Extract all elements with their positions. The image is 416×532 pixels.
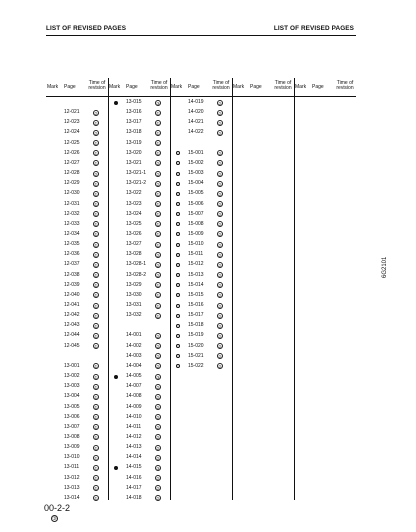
page-code: 13-002 [64,373,80,380]
page-code: 13-013 [64,484,80,491]
revision-number: ① [94,425,98,431]
revision-number: ② [218,364,222,370]
page-code: 12-043 [64,322,80,329]
page-code: 13-019 [126,139,142,146]
revision-number: ① [94,283,98,289]
revision-mark-filled-icon [114,101,118,105]
page-code: 14-001 [126,332,142,339]
revision-number: ① [156,141,160,147]
page-code: 13-011 [64,464,80,471]
page-code: 15-007 [188,210,204,217]
revision-number: ② [218,262,222,268]
page-code: 12-045 [64,342,80,349]
revision-mark-open-icon [176,202,180,206]
revision-number: ② [218,202,222,207]
revision-number: ① [94,415,98,421]
revision-number: ② [156,171,160,177]
revision-number: ① [94,333,98,339]
page-code: 15-003 [188,170,204,177]
column-header-mark: Mark [233,84,245,90]
page-code: 13-018 [126,129,142,136]
page-code: 15-017 [188,312,204,319]
revision-number: ② [218,212,222,218]
revision-mark-open-icon [176,304,180,308]
page-code: 14-007 [126,383,142,390]
revision-number: ② [156,333,160,339]
page-code: 12-025 [64,139,80,146]
column-header-time-of-revision: Time of revision [336,80,354,91]
page-code: 13-015 [126,99,142,105]
revision-mark-open-icon [176,283,180,287]
column-header-row [46,78,356,97]
page-code: 12-044 [64,332,80,339]
column-header-mark: Mark [109,84,121,90]
page-code: 14-004 [126,362,142,369]
revision-mark-open-icon [176,212,180,216]
column-divider [108,78,109,500]
page-code: 12-030 [64,190,80,197]
revision-number: ② [218,242,222,248]
page-code: 12-023 [64,119,80,126]
page-code: 14-018 [126,494,142,501]
revision-number: ② [156,486,160,492]
revision-number: ① [94,252,98,258]
page-code: 13-014 [64,494,80,501]
revision-number: ① [94,202,98,207]
revision-number: ① [156,293,160,299]
revision-number: ② [218,323,222,329]
page-code: 13-028 [126,251,142,258]
revision-number: ② [218,273,222,279]
revision-number: ② [94,110,98,116]
page-code: 13-010 [64,454,80,461]
page-code: 14-017 [126,484,142,491]
page-code: 13-027 [126,241,142,248]
revision-number: ① [94,222,98,228]
revision-number: ① [94,476,98,482]
revision-number: ① [94,384,98,390]
revision-number: ② [218,191,222,197]
revision-mark-open-icon [176,172,180,176]
page-code: 13-022 [126,190,142,197]
page-code: 13-024 [126,210,142,217]
page-code: 13-008 [64,433,80,440]
page-code: 13-023 [126,200,142,207]
page-code: 13-031 [126,302,142,308]
revision-number: ① [156,283,160,289]
page-code: 12-028 [64,170,80,177]
page-code: 14-005 [126,373,142,380]
revision-number: ② [156,455,160,461]
header-title-left: LIST OF REVISED PAGES [46,25,127,32]
page-code: 15-006 [188,200,204,207]
revision-mark-open-icon [176,354,180,358]
revision-number: ① [94,191,98,197]
page-code: 13-005 [64,403,80,410]
page-code: 12-032 [64,210,80,217]
page-code: 13-003 [64,383,80,390]
revision-number: ③ [156,374,160,380]
page-code: 15-018 [188,322,204,329]
revision-number: ① [94,313,98,319]
page-code: 12-042 [64,312,80,319]
page-code: 15-002 [188,159,204,166]
revision-number: ① [94,212,98,218]
revision-number: ② [156,273,160,279]
page-code: 14-016 [126,474,142,481]
page-code: 13-028-2 [126,271,147,278]
revision-number: ② [156,415,160,421]
revision-number: ② [218,293,222,299]
revision-number: ① [94,486,98,492]
page-code: 14-015 [126,464,142,471]
page-code: 15-021 [188,352,204,359]
column-header-page: Page [126,84,138,90]
page-code: 13-029 [126,281,142,288]
revision-number: ② [218,354,222,360]
revision-number: ② [156,405,160,410]
page-code: 13-021-1 [126,170,147,177]
column-header-mark: Mark [295,84,307,90]
page-code: 15-013 [188,271,204,278]
page-code: 15-015 [188,291,204,298]
page-code: 13-030 [126,291,142,298]
page-code: 12-029 [64,180,80,187]
revision-number: ② [156,181,160,187]
revision-number: ① [94,465,98,471]
revision-number: ② [156,435,160,441]
revision-number: ② [218,303,222,309]
page-code: 12-027 [64,159,80,166]
revision-number: ② [218,120,222,126]
column-header-mark: Mark [47,84,59,90]
column-header-time-of-revision: Time of revision [150,80,168,91]
revision-number: ① [156,303,160,309]
header-rule [46,35,356,36]
revision-number: ① [156,151,160,157]
page-code: 13-004 [64,393,80,400]
column-header-page: Page [188,84,200,90]
revision-number: ① [94,496,98,502]
page-code: 13-006 [64,413,80,420]
revision-number: ② [218,283,222,289]
page-code: 14-021 [188,119,204,126]
revision-number: ① [94,303,98,309]
revision-number: ① [94,323,98,329]
revision-mark-filled-icon [114,375,118,379]
page-code: 13-020 [126,149,142,156]
page-code: 13-026 [126,230,142,237]
page-code: 15-005 [188,190,204,197]
page-code: 14-002 [126,342,142,349]
page-code: 14-020 [188,109,204,116]
page-code: 15-020 [188,342,204,349]
page-code: 12-026 [64,149,80,156]
revision-mark-open-icon [176,222,180,226]
revision-number: ② [218,171,222,177]
revision-mark-open-icon [176,273,180,277]
page-code: 12-035 [64,241,80,248]
revision-number: ② [156,384,160,390]
revision-number: ① [94,141,98,147]
revision-number: ② [156,344,160,350]
page-code: 15-019 [188,332,204,339]
revision-mark-open-icon [176,243,180,247]
revision-number: ② [156,252,160,258]
column-header-time-of-revision: Time of revision [88,80,106,91]
revision-number: ② [218,252,222,258]
revision-mark-open-icon [176,182,180,186]
header-title-right: LIST OF REVISED PAGES [273,25,354,32]
revision-mark-filled-icon [114,466,118,470]
column-header-page: Page [64,84,76,90]
column-divider [232,78,233,500]
page-code: 13-017 [126,119,142,126]
column-divider [294,78,295,500]
revision-number: ② [218,161,222,167]
revision-number: ② [156,161,160,167]
page-code: 13-001 [64,362,80,369]
revision-number: ① [94,435,98,441]
page-code: 12-021 [64,109,80,116]
revision-number: ② [218,100,222,106]
revision-number: ① [94,273,98,279]
column-divider [170,78,171,500]
revision-number: ② [94,130,98,136]
revision-number: ① [94,394,98,400]
revised-pages-table [46,78,356,500]
revision-mark-open-icon [176,232,180,236]
revision-number: ② [218,151,222,157]
page-code: 15-010 [188,241,204,248]
page-code: 14-012 [126,433,142,440]
page-code: 12-037 [64,261,80,268]
revision-mark-open-icon [176,364,180,368]
revision-number: ① [156,130,160,136]
page-code: 15-001 [188,149,204,156]
revision-mark-open-icon [176,344,180,348]
page-code: 14-008 [126,393,142,400]
revision-mark-open-icon [176,293,180,297]
page-number: 00-2-2 [44,503,71,513]
page-code: 13-025 [126,220,142,227]
column-header-time-of-revision: Time of revision [212,80,230,91]
column-header-page: Page [250,84,262,90]
page-code: 15-009 [188,230,204,237]
revision-number: ① [156,242,160,248]
column-header-page: Page [312,84,324,90]
page-code: 15-016 [188,302,204,308]
page-code: 13-032 [126,312,142,319]
revision-number: ② [156,425,160,431]
page-code: 14-013 [126,444,142,451]
revision-number: ① [156,202,160,207]
revision-number: ② [156,394,160,400]
page-code: 15-022 [188,362,204,369]
page-code: 15-012 [188,261,204,268]
revision-mark-open-icon [176,324,180,328]
page-code: 14-014 [126,454,142,461]
revision-number: ② [156,496,160,502]
page-code: 14-022 [188,129,204,136]
page-code: 12-041 [64,302,80,308]
revision-number: ② [156,476,160,482]
revision-number: ① [94,293,98,299]
page-code: 12-033 [64,220,80,227]
page-code: 12-034 [64,230,80,237]
page-code: 13-021 [126,159,142,166]
page-code: 15-004 [188,180,204,187]
page-code: 13-028-1 [126,261,147,268]
revision-number: ② [218,344,222,350]
page-code: 12-031 [64,200,80,207]
page-code: 13-009 [64,444,80,451]
page-revision-mark: ③ [52,516,57,522]
revision-mark-open-icon [176,192,180,196]
page-code: 13-016 [126,109,142,116]
side-code: 6G2101 [382,256,388,278]
page-code: 12-036 [64,251,80,258]
revision-number: ① [156,191,160,197]
page-code: 12-040 [64,291,80,298]
revision-number: ① [94,242,98,248]
page-code: 12-039 [64,281,80,288]
revision-number: ② [218,313,222,319]
revision-number: ① [156,313,160,319]
revision-number: ① [94,181,98,187]
revision-number: ① [156,222,160,228]
column-header-mark: Mark [171,84,183,90]
revision-mark-open-icon [176,161,180,165]
revision-number: ① [94,445,98,451]
revision-number: ① [94,455,98,461]
page-code: 14-010 [126,413,142,420]
revision-number: ② [156,445,160,451]
revision-number: ① [94,161,98,167]
revision-mark-open-icon [176,151,180,155]
page-code: 12-038 [64,271,80,278]
page-code: 14-019 [188,99,204,105]
revision-number: ① [94,374,98,380]
revision-number: ① [94,120,98,126]
revision-number: ① [94,364,98,370]
page-code: 12-024 [64,129,80,136]
revision-mark-open-icon [176,334,180,338]
revision-number: ② [218,181,222,187]
revision-mark-open-icon [176,314,180,318]
revision-number: ② [156,354,160,360]
page-code: 15-011 [188,251,204,258]
revision-number: ① [94,405,98,410]
revision-number: ① [156,120,160,126]
revision-number: ② [218,110,222,116]
revision-number: ① [156,212,160,218]
revision-number: ① [156,110,160,116]
revision-number: ① [94,262,98,268]
revision-number: ② [218,333,222,339]
revision-number: ③ [156,465,160,471]
revision-mark-open-icon [176,253,180,257]
column-header-time-of-revision: Time of revision [274,80,292,91]
revision-mark-open-icon [176,263,180,267]
page-code: 13-012 [64,474,80,481]
page-code: 14-003 [126,352,142,359]
revision-number: ① [94,232,98,238]
revision-number: ② [218,222,222,228]
revision-number: ② [94,171,98,177]
page-code: 14-011 [126,423,142,430]
page-code: 13-007 [64,423,80,430]
page-code: 14-009 [126,403,142,410]
revision-number: ① [94,151,98,157]
page-code: 15-014 [188,281,204,288]
revision-number: ② [218,232,222,238]
revision-number: ① [94,344,98,350]
revision-number: ② [156,364,160,370]
page-code: 15-008 [188,220,204,227]
revision-number: ① [156,232,160,238]
page-code: 13-021-2 [126,180,147,187]
revision-number: ② [218,130,222,136]
revision-number: ② [156,262,160,268]
revision-number: ③ [156,100,160,106]
